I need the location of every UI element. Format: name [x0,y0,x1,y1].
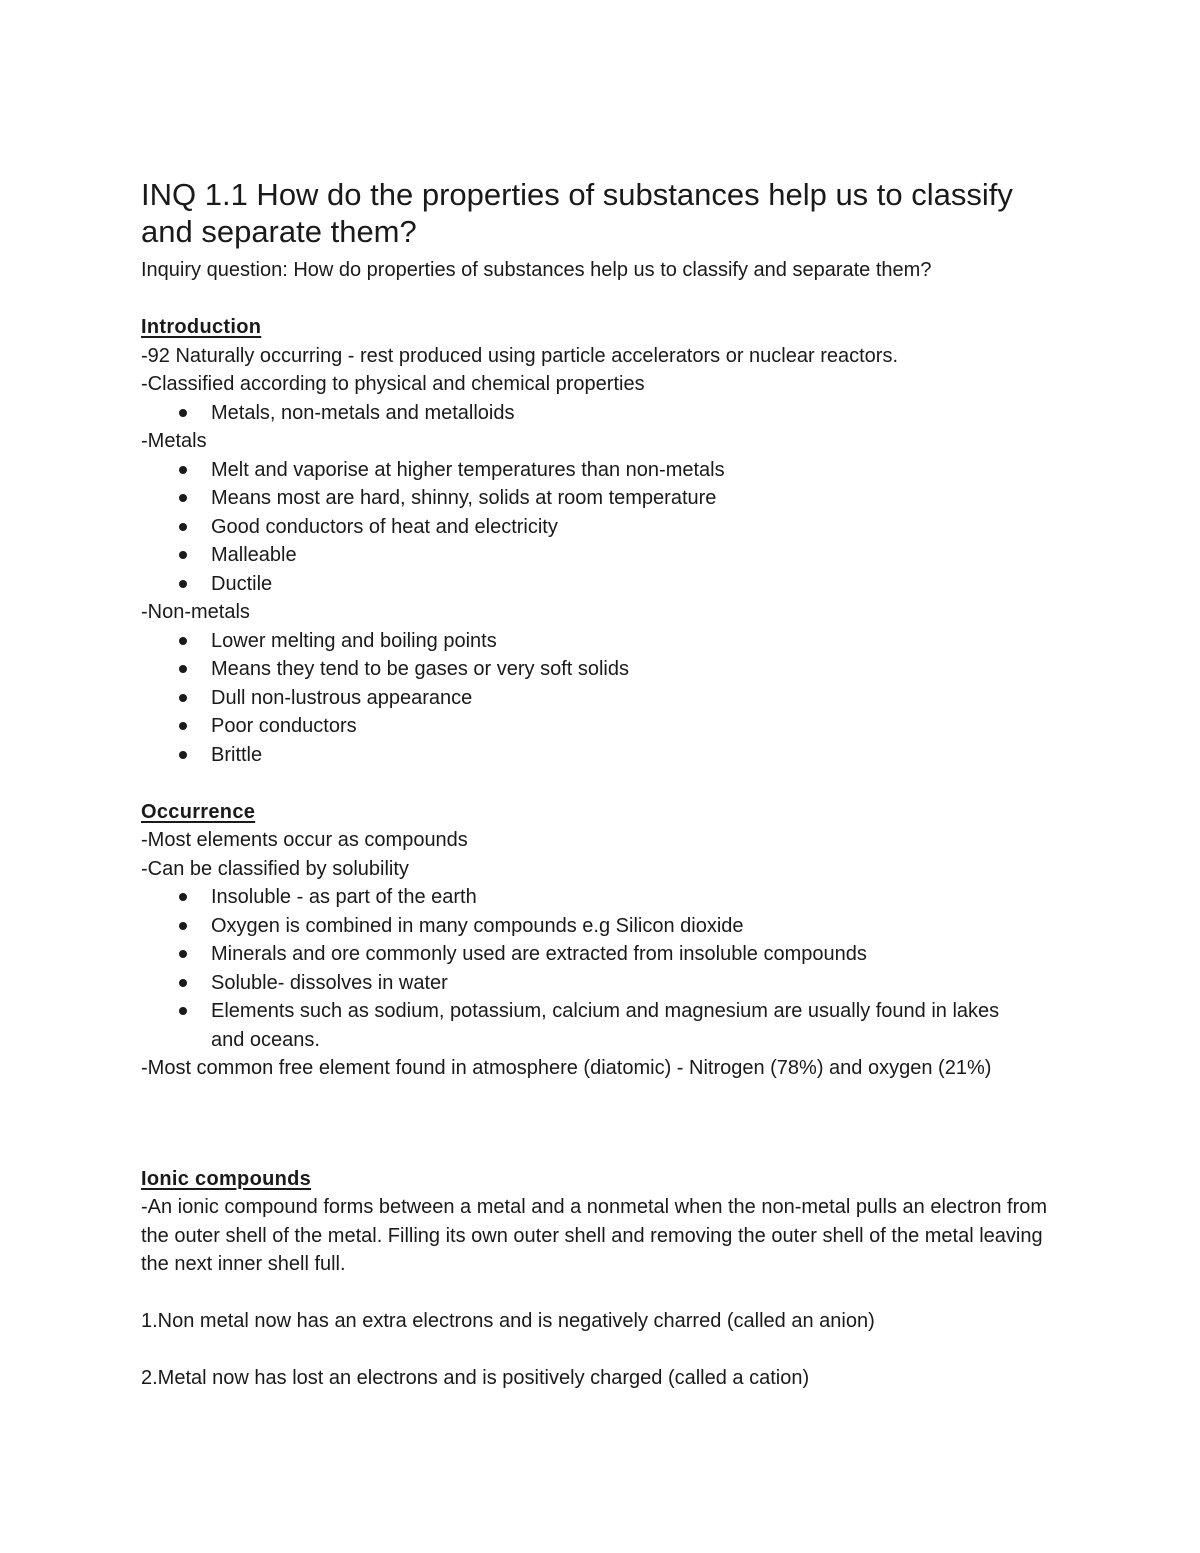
bullet-icon [179,922,187,930]
list-item [141,456,1071,485]
nonmetals-bullet-list [141,627,1071,770]
spacer [141,285,1071,314]
list-item [141,655,1071,684]
ionic-paragraph: -An ionic compound forms between a metal and a nonmetal when the non-metal pulls an electron from the outer shell of the metal. Filling its own outer shell and removing the outer shell of the metal leaving the next inner shell full. [141,1196,1048,1275]
nonmetals-label: -Non-metals [141,601,250,623]
list-item-text: Means they tend to be gases or very soft solids [211,658,629,680]
list-item-text: Minerals and ore commonly used are extracted from insoluble compounds [211,943,867,965]
list-item-text: Elements such as sodium, potassium, calcium and magnesium are usually found in lakes and oceans. [211,1000,1000,1051]
list-item-text: Insoluble - as part of the earth [211,886,477,908]
bullet-icon [179,523,187,531]
ionic-point-anion: 1.Non metal now has an extra electrons and is negatively charred (called an anion) [141,1310,875,1332]
list-item-text: Means most are hard, shinny, solids at room temperature [211,487,717,509]
list-item [141,513,1071,542]
bullet-icon [179,694,187,702]
list-item [141,541,1071,570]
metals-label: -Metals [141,430,207,452]
list-item-text: Metals, non-metals and metalloids [211,401,515,424]
bullet-icon [179,637,187,645]
bullet-icon [179,494,187,502]
bullet-icon [179,722,187,730]
occurrence-line-solubility: -Can be classified by solubility [141,857,409,880]
list-item [141,399,1071,428]
list-item [141,712,1071,741]
list-item [141,997,1011,1054]
occurrence-heading: Occurrence [141,800,256,823]
bullet-icon [179,950,187,958]
list-item-text: Ductile [211,572,273,595]
document-page [141,176,1071,1393]
bullet-icon [179,580,187,588]
ionic-heading: Ionic compounds [141,1167,312,1190]
list-item [141,883,1071,912]
list-item-text: Lower melting and boiling points [211,629,497,652]
list-item-text: Soluble- dissolves in water [211,971,448,994]
list-item [141,484,1071,513]
bullet-icon [179,466,187,474]
bullet-icon [179,1007,187,1015]
list-item [141,684,1071,713]
intro-line-classified: -Classified according to physical and chemical properties [141,373,645,395]
ionic-point-cation: 2.Metal now has lost an electrons and is positively charged (called a cation) [141,1367,810,1389]
list-item-text: Oxygen is combined in many compounds e.g Silicon dioxide [211,914,744,937]
spacer [141,1336,1071,1365]
list-item-text: Dull non-lustrous appearance [211,686,473,709]
list-item [141,969,1071,998]
bullet-icon [179,893,187,901]
spacer [141,769,1071,798]
list-item [141,741,1071,770]
bullet-icon [179,751,187,759]
classified-bullet-list [141,399,1071,428]
bullet-icon [179,551,187,559]
list-item [141,570,1071,599]
list-item [141,912,1071,941]
introduction-heading: Introduction [141,316,262,338]
list-item [141,627,1071,656]
spacer [141,1279,1071,1308]
occurrence-line-compounds: -Most elements occur as compounds [141,829,468,851]
page-title: INQ 1.1 How do the properties of substances help us to classify and separate them? [141,177,1013,249]
list-item-text: Brittle [211,743,263,766]
bullet-icon [179,409,187,417]
list-item-text: Malleable [211,544,297,566]
intro-line-naturally-occurring: -92 Naturally occurring - rest produced using particle accelerators or nuclear reactors. [141,344,899,367]
list-item-text: Melt and vaporise at higher temperatures than non-metals [211,458,725,481]
inquiry-question: Inquiry question: How do properties of substances help us to classify and separate them? [141,259,932,281]
metals-bullet-list [141,456,1071,599]
spacer [141,1083,1071,1165]
list-item-text: Poor conductors [211,715,357,737]
occurrence-line-atmosphere: -Most common free element found in atmosphere (diatomic) - Nitrogen (78%) and oxygen (21%) [141,1057,992,1079]
bullet-icon [179,665,187,673]
occurrence-bullet-list [141,883,1071,1054]
list-item-text: Good conductors of heat and electricity [211,515,558,538]
list-item [141,940,1071,969]
bullet-icon [179,979,187,987]
